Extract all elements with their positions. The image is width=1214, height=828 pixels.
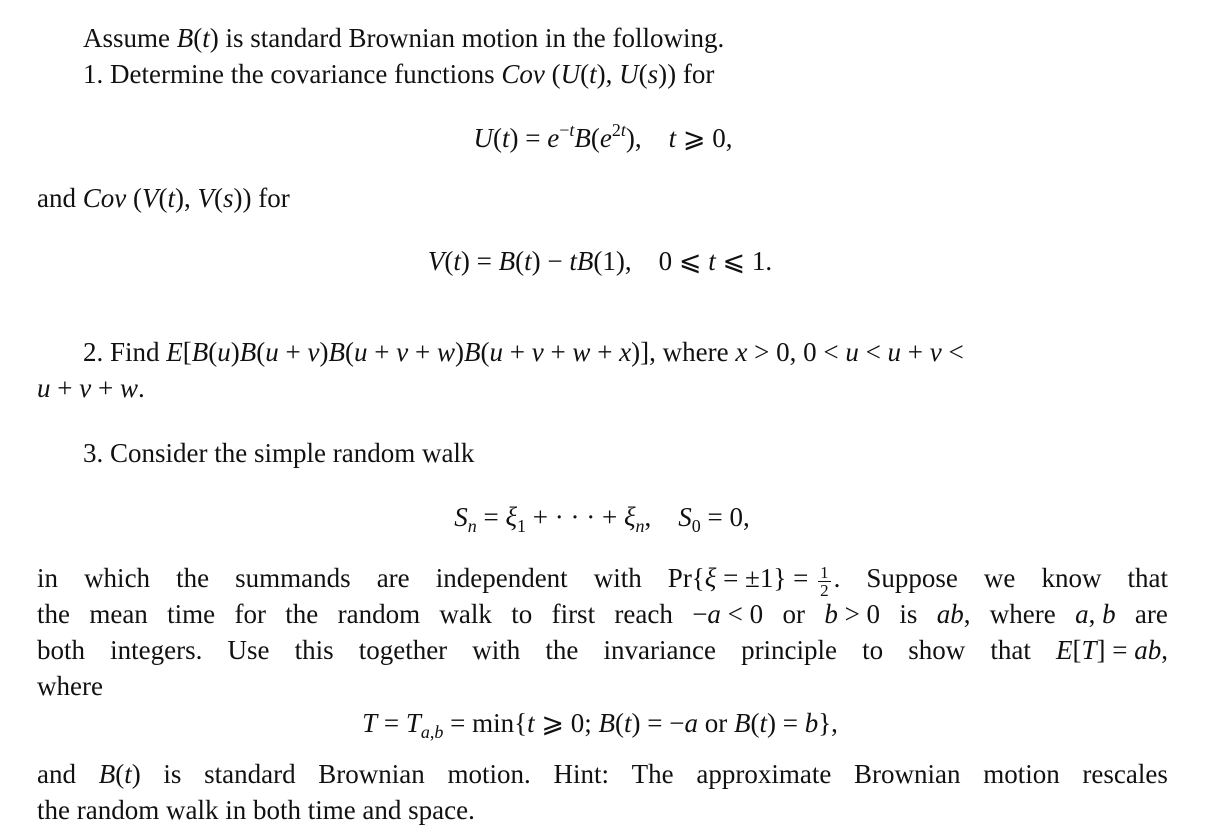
problem1-intro: Assume B(t) is standard Brownian motion in the following. xyxy=(83,23,725,53)
problem1-prompt: 1. Determine the covariance functions Cov (U(t), U(s)) for xyxy=(83,59,715,89)
problem3-para-line2: the mean time for the random walk to first reach −a < 0 or b > 0 is ab, where a, b are xyxy=(37,599,1168,629)
equation-U: $U(t) = e^{-t}B(e^{2t})$, t ⩾ 0, xyxy=(473,120,733,153)
problem3-final-line2: the random walk in both time and space. xyxy=(37,795,475,825)
problem2-line2: u + v + w. xyxy=(37,373,145,403)
problem3-para-line4: where xyxy=(37,671,103,701)
equation-V: V(t) = B(t) − tB(1), 0 ⩽ t ⩽ 1. xyxy=(427,246,773,276)
problem2-line1: 2. Find E[B(u)B(u + v)B(u + v + w)B(u + v + w + x)], where x > 0, 0 < u < u + v < xyxy=(83,337,964,367)
problem3-final-line1: and B(t) is standard Brownian motion. Hint: The approximate Brownian motion rescales xyxy=(37,759,1168,789)
problem1-and-line: and Cov (V(t), V(s)) for xyxy=(37,183,290,213)
equation-S: $S_n = \xi_1$ + · · · + $\xi_n$, $S_0 = 0$, xyxy=(454,502,750,536)
problem3-para-line1: in which the summands are independent with Pr{ξ = ±1} = $\frac{1}{2}$ . Suppose we know that xyxy=(37,563,1168,600)
problem3-para-line3: both integers. Use this together with the invariance principle to show that E[T] = ab, xyxy=(37,635,1168,665)
problem3-intro: 3. Consider the simple random walk xyxy=(83,438,475,468)
equation-T: $T = T_{a,b} = \min\{t$ ⩾ 0; B(t) = −a or B(t) = b}, xyxy=(362,708,838,742)
